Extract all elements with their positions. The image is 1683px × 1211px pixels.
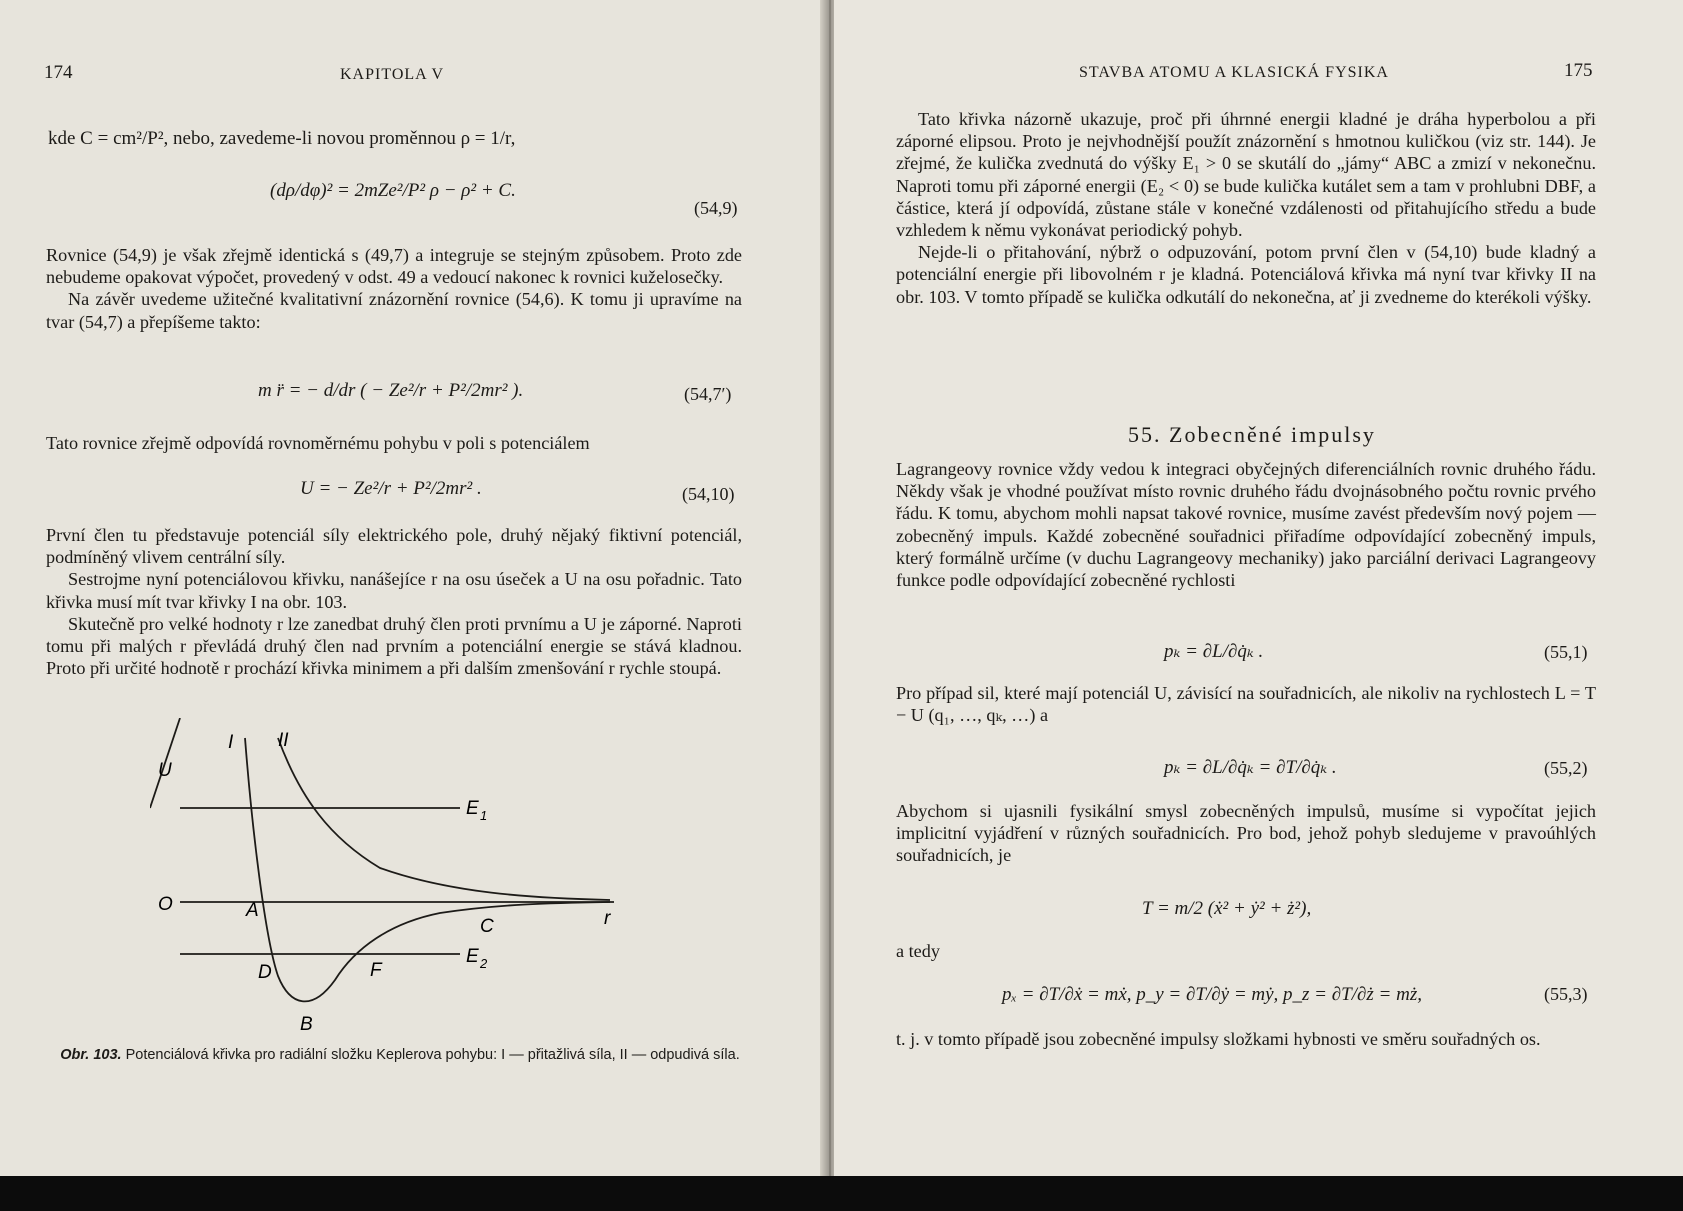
right-paragraph-4: Pro případ sil, které mají potenciál U, závisící na souřadnicích, ale nikoliv na rychlostech L = T − U (q₁, …, qₖ, …) a <box>896 683 1596 726</box>
page-number-right: 175 <box>1564 60 1593 81</box>
label-r: r <box>604 908 611 929</box>
equation-55-1: pₖ = ∂L/∂q̇ₖ . <box>1164 641 1264 662</box>
right-paragraph-5: Abychom si ujasnili fysikální smysl zobecněných impulsů, musíme si vypočítat jejich implicitní vyjádření v různých souřadnicích. Pro bod, jehož pohyb sledujeme v pravoúhlých souřadnicích, je <box>896 801 1596 866</box>
label-b: B <box>300 1014 313 1035</box>
equation-number-54-10: (54,10) <box>682 484 735 504</box>
left-page <box>0 0 826 1176</box>
equation-54-9: (dρ/dφ)² = 2mZe²/P² ρ − ρ² + C. <box>270 180 516 201</box>
equation-55-2: pₖ = ∂L/∂q̇ₖ = ∂T/∂q̇ₖ . <box>1164 757 1337 778</box>
section-heading: 55. Zobecněné impulsy <box>1128 422 1376 447</box>
figure-caption <box>40 1046 760 1064</box>
label-a: A <box>246 900 259 921</box>
curve-i <box>245 738 610 1001</box>
page-number-left: 174 <box>44 62 73 83</box>
label-d: D <box>258 962 272 983</box>
running-head-right: STAVBA ATOMU A KLASICKÁ FYSIKA <box>1079 64 1389 81</box>
label-ii: II <box>278 730 289 751</box>
potential-curve-figure <box>150 718 630 1038</box>
label-c: C <box>480 916 494 937</box>
equation-54-7: m r̈ = − d/dr ( − Ze²/r + P²/2mr² ). <box>258 380 524 401</box>
curve-ii <box>278 738 610 900</box>
paragraph-3: Tato rovnice zřejmě odpovídá rovnoměrnému pohybu v poli s potenciálem <box>46 433 590 453</box>
equation-55-3: pₓ = ∂T/∂ẋ = mẋ, p_y = ∂T/∂ẏ = mẏ, p_z = ∂T/∂ż = mż, <box>1002 984 1422 1005</box>
kde-line: kde C = cm²/P², nebo, zavedeme-li novou proměnnou ρ = 1/r, <box>48 128 516 149</box>
equation-kinetic-energy: T = m/2 (ẋ² + ẏ² + ż²), <box>1142 898 1312 919</box>
label-u: U <box>158 760 172 781</box>
paragraph-4: První člen tu představuje potenciál síly elektrického pole, druhý nějaký fiktivní potenciál, podmíněný vlivem centrální síly. Sestrojme nyní potenciálovou křivku, nanášejíce r na osu úseček a U na osu pořadnic. Tato křivka musí mít tvar křivky I na obr. 103. Skutečně pro velké hodnoty r lze zanedbat druhý člen proti prvnímu a U je záporné. Naproti tomu při malých r převládá druhý člen nad prvním a potenciální energie se stává kladnou. Proto při určité hodnotě r prochází křivka minimem a při dalším zmenšování r rychle stoupá. <box>46 525 742 679</box>
label-f: F <box>370 960 382 981</box>
equation-number-54-7: (54,7′) <box>684 384 732 404</box>
equation-number-55-1: (55,1) <box>1544 642 1588 662</box>
running-head-left: KAPITOLA V <box>340 66 445 83</box>
label-e2: E <box>466 946 479 967</box>
label-e2-sub: 2 <box>480 956 488 971</box>
equation-54-10: U = − Ze²/r + P²/2mr² . <box>300 478 482 499</box>
a-tedy: a tedy <box>896 941 940 961</box>
caption-text: Potenciálová křivka pro radiální složku Keplerova pohybu: I — přitažlivá síla, II — odpudivá síla. <box>125 1047 740 1063</box>
right-paragraph-6: t. j. v tomto případě jsou zobecněné impulsy složkami hybnosti ve směru souřadných os. <box>896 1029 1541 1049</box>
caption-label: Obr. 103. <box>60 1047 122 1063</box>
paragraph-1: Rovnice (54,9) je však zřejmě identická s (49,7) a integruje se stejným způsobem. Proto zde nebudeme opakovat výpočet, provedený v odst. 49 a vedoucí nakonec k rovnici kuželosečky. Na závěr uvedeme užitečné kvalitativní znázornění rovnice (54,6). K tomu ji upravíme na tvar (54,7) a přepíšeme takto: <box>46 245 742 332</box>
label-e1: E <box>466 798 479 819</box>
equation-number-54-9: (54,9) <box>694 198 738 218</box>
right-paragraph-3: Lagrangeovy rovnice vždy vedou k integraci obyčejných diferenciálních rovnic druhého řádu. Někdy však je vhodné používat místo rovnic druhého řádu dvojnásobného počtu rovnic prvého řádu. K tomu, abychom mohli napsat takové rovnice, musíme zavést především nový pojem — zobecněný impuls. Každé zobecněné souřadnici přiřadíme odpovídající zobecněný impuls, který formálně určíme (v duchu Lagrangeovy mechaniky) jako parciální derivaci Lagrangeovy funkce podle odpovídající zobecněné rychlosti <box>896 459 1596 591</box>
right-page <box>834 0 1683 1176</box>
scan-bottom-band <box>0 1176 1683 1211</box>
right-paragraph-1: Tato křivka názorně ukazuje, proč při úhrnné energii kladné je dráha hyperbolou a při záporné elipsou. Proto je nejvhodnější použít znázornění s hmotnou kuličkou (viz str. 144). Je zřejmé, že kulička zvednutá do výšky E₁ > 0 se skutálí do „jámy“ ABC a zmizí v nekonečnu. Naproti tomu při záporné energii (E₂ < 0) se bude kulička kutálet sem a tam v prohlubni DBF, a částice, která jí odpovídá, zůstane stále v konečné vzdálenosti od přitahujícího středu a bude vzhledem k němu vykonávat periodický pohyb. Nejde-li o přitahování, nýbrž o odpuzování, potom první člen v (54,10) bude kladný a potenciální energie při libovolném r je kladná. Potenciálová křivka má nyní tvar křivky II na obr. 103. V tomto případě se kulička odkutálí do nekonečna, ať ji zvedneme do kterékoli výšky. <box>896 109 1596 307</box>
label-i: I <box>228 732 234 753</box>
equation-number-55-2: (55,2) <box>1544 758 1588 778</box>
equation-number-55-3: (55,3) <box>1544 984 1588 1004</box>
label-o: O <box>158 894 173 915</box>
label-e1-sub: 1 <box>480 808 488 823</box>
